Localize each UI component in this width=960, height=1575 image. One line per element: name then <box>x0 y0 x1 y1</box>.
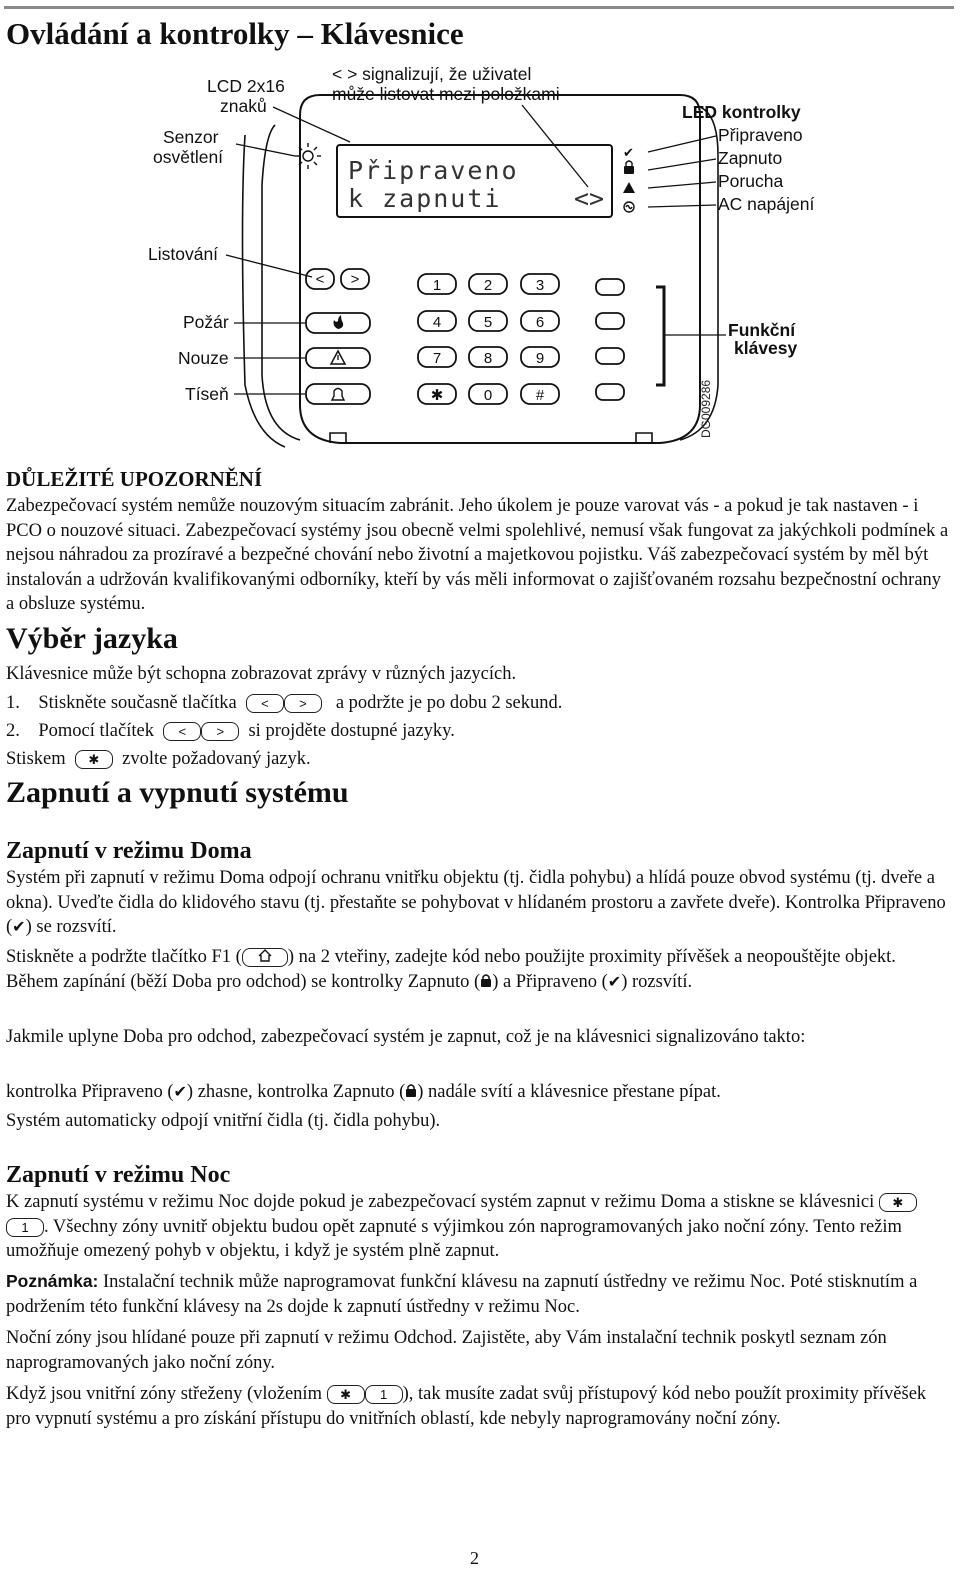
language-intro: Klávesnice může být schopna zobrazovat zprávy v různých jazycích. <box>6 664 517 684</box>
keypad-diagram <box>0 55 960 455</box>
key-2: 2 <box>483 277 493 294</box>
step-text: a podržte je po dobu 2 sekund. <box>335 693 563 713</box>
sun-icon <box>295 143 321 169</box>
stay-title: Zapnutí v režimu Doma <box>6 838 252 864</box>
step-text: si projděte dostupné jazyky. <box>248 721 455 741</box>
home-key <box>242 948 288 967</box>
step-text: Stiskem <box>6 749 66 769</box>
night-note <box>6 1269 952 1319</box>
medical-label: Nouze <box>178 348 229 368</box>
lcd-arrows: <> <box>574 184 605 213</box>
warning-text: Zabezpečovací systém nemůže nouzovým situacím zabránit. Jeho úkolem je pouze varovat vás - a pokud je tak nastaven - i PCO o nouzové situaci. Zabezpečovací systémy jsou obecně velmi spolehlivé, nemusí však fungovat za jakýchkoli podmínek a nejsou náhradou za prozíravé a bezpečné chování nebo životní a majetkovou pojistku. Váš zabezpečovací systém by měl být instalován a udržován kvalifikovanými odborníky, kteří by vás měli informovat o zajišťovaném rozsahu bezpečnostní ochrany a obsluze systému. <box>6 496 949 614</box>
key-1: 1 <box>432 277 442 294</box>
function-keys-label: Funkční <box>728 320 796 340</box>
key-5: 5 <box>483 314 493 331</box>
key-8: 8 <box>483 350 493 367</box>
trouble-led-icon <box>623 182 635 193</box>
led-armed-label: Zapnuto <box>718 148 783 168</box>
lcd-line-2: k zapnuti <box>348 184 502 213</box>
home-icon <box>258 949 272 962</box>
stay-paragraph-5: Systém automaticky odpojí vnitřní čidla (tj. čidla pohybu). <box>6 1111 441 1131</box>
language-step-2 <box>6 719 952 744</box>
led-title: LED kontrolky <box>682 102 801 122</box>
key-6: 6 <box>535 314 545 331</box>
key-3: 3 <box>535 277 545 294</box>
night-title: Zapnutí v režimu Noc <box>6 1162 231 1188</box>
night-paragraph-3: Noční zóny jsou hlídané pouze při zapnutí v režimu Odchod. Zajistěte, aby Vám instalační technik poskytl seznam zón naprogramovaných jako noční zóny. <box>6 1328 887 1373</box>
panic-label: Tíseň <box>185 384 229 404</box>
right-key: > <box>201 722 239 741</box>
stay-paragraph-4 <box>6 1080 952 1105</box>
stay-p2-text-b: ) na 2 vteřiny, zadejte kód nebo použijte proximity přívěšek a neopouštějte objekt. Během zapínání (běží Doba pro odchod) se kontrolky Zapnuto ( <box>6 947 896 992</box>
key-hash: # <box>535 387 545 404</box>
night-p1-text-b: . Všechny zóny uvnitř objektu budou opět zapnuté s výjimkou zón naprogramovaných jako noční zóny. Tento režim umožňuje omezený pohyb v objektu, i když je systém plně zapnut. <box>6 1216 902 1261</box>
stay-p1-end: ) se rozsvítí. <box>25 917 117 937</box>
step-text: Pomocí tlačítek <box>38 721 154 741</box>
arrows-note: < > signalizují, že uživatel <box>332 64 532 84</box>
night-paragraph-1 <box>6 1190 952 1264</box>
armed-led-icon <box>624 161 634 174</box>
note-label: Poznámka: <box>6 1271 99 1291</box>
star-key: ✱ <box>879 1193 917 1212</box>
fire-label: Požár <box>183 312 229 332</box>
left-key: < <box>246 694 284 713</box>
drawing-code: DG009286 <box>699 379 713 438</box>
page-title: Ovládání a kontrolky – Klávesnice <box>6 16 464 51</box>
stay-paragraph-2 <box>6 945 952 994</box>
stay-p2-text: Stiskněte a podržte tlačítko F1 ( <box>6 947 242 967</box>
key-0: 0 <box>483 387 493 404</box>
lcd-label: LCD 2x16 <box>207 76 285 96</box>
note-text: Instalační technik může naprogramovat funkční klávesu na zapnutí ústředny ve režimu Noc. Poté stisknutím a podržením této funkční klávesy na 2s dojde k zapnutí ústředny v režimu Noc. <box>6 1272 918 1317</box>
top-rule <box>4 6 954 9</box>
key-9: 9 <box>535 350 545 367</box>
keypad-housing-inner <box>262 125 300 440</box>
right-key: > <box>284 694 322 713</box>
led-ready-label: Připraveno <box>718 125 803 145</box>
night-p1-text: K zapnutí systému v režimu Noc dojde pokud je zabezpečovací systém zapnut v režimu Doma a stiskne se klávesnici <box>6 1192 875 1212</box>
arrows-note-2: může listovat mezi položkami <box>332 84 560 104</box>
left-key: < <box>163 722 201 741</box>
bell-icon <box>332 389 344 401</box>
one-key: 1 <box>6 1218 44 1237</box>
scroll-right-glyph: > <box>350 271 360 288</box>
check-icon: ✔ <box>12 917 26 936</box>
star-key: ✱ <box>75 750 113 769</box>
stay-paragraph-1 <box>6 866 952 940</box>
lcd-line-1: Připraveno <box>348 156 519 185</box>
key-star: ✱ <box>430 387 444 404</box>
page-number: 2 <box>470 1548 479 1568</box>
star-key: ✱ <box>327 1385 365 1404</box>
lock-icon <box>405 1080 417 1105</box>
fire-icon <box>334 315 344 329</box>
language-title: Výběr jazyka <box>6 622 178 655</box>
night-p4-text: Když jsou vnitřní zóny střeženy (vložením <box>6 1384 322 1404</box>
language-step-1 <box>6 691 952 716</box>
stay-p4-text: kontrolka Připraveno ( <box>6 1082 174 1102</box>
ready-led-icon: ✔ <box>623 146 634 161</box>
night-paragraph-4 <box>6 1382 952 1431</box>
arming-title: Zapnutí a vypnutí systému <box>6 776 349 809</box>
led-ac-label: AC napájení <box>718 194 815 214</box>
lcd-label-2: znaků <box>220 96 267 116</box>
step-number: 1. <box>6 693 20 713</box>
function-keys-bracket <box>656 287 664 385</box>
led-trouble-label: Porucha <box>718 171 784 191</box>
step-text: Stiskněte současně tlačítka <box>38 693 237 713</box>
ac-led-icon <box>624 202 634 212</box>
warning-title: DŮLEŽITÉ UPOZORNĚNÍ <box>6 467 263 491</box>
night-p4-text-b: ), tak musíte zadat svůj přístupový kód nebo použít proximity přívěšek pro vypnutí systému a pro získání přístupu do vnitřních oblastí, kde nebyly naprogramovány noční zóny. <box>6 1384 927 1429</box>
scroll-label: Listování <box>148 244 219 264</box>
one-key: 1 <box>365 1385 403 1404</box>
stay-paragraph-3: Jakmile uplyne Doba pro odchod, zabezpečovací systém je zapnut, což je na klávesnici signalizováno takto: <box>6 1027 806 1047</box>
panic-key <box>306 384 370 404</box>
sensor-label: Senzor <box>163 127 219 147</box>
language-step-3 <box>6 747 952 772</box>
stay-p2-text-c: ) a Připraveno ( <box>492 971 608 992</box>
stay-p1-text: Systém při zapnutí v režimu Doma odpojí ochranu vnitřku objektu (tj. čidla pohybu) a hlídá pouze obvod systému (tj. dveře a okna). Uveďte čidla do klidového stavu (tj. přestaňte se pohybovat v hlídaném prostoru a zavřete dveře). Kontrolka Připraveno ( <box>6 868 946 937</box>
check-icon: ✔ <box>607 971 622 991</box>
step-number: 2. <box>6 721 20 741</box>
stay-p4-text-c: ) nadále svítí a klávesnice přestane pípat. <box>417 1082 721 1102</box>
scroll-left-glyph: < <box>315 271 325 288</box>
function-keys <box>596 279 624 400</box>
key-7: 7 <box>432 350 442 367</box>
stay-p2-text-d: ) rozsvítí. <box>621 971 693 992</box>
lock-icon <box>480 970 492 995</box>
key-4: 4 <box>432 314 442 331</box>
stay-p4-text-b: ) zhasne, kontrolka Zapnuto ( <box>186 1082 406 1102</box>
sensor-label-2: osvětlení <box>153 147 224 167</box>
function-keys-label-2: klávesy <box>734 338 798 358</box>
check-icon: ✔ <box>173 1082 187 1101</box>
step-text: zvolte požadovaný jazyk. <box>122 749 311 769</box>
keypad-drawing <box>0 55 960 455</box>
